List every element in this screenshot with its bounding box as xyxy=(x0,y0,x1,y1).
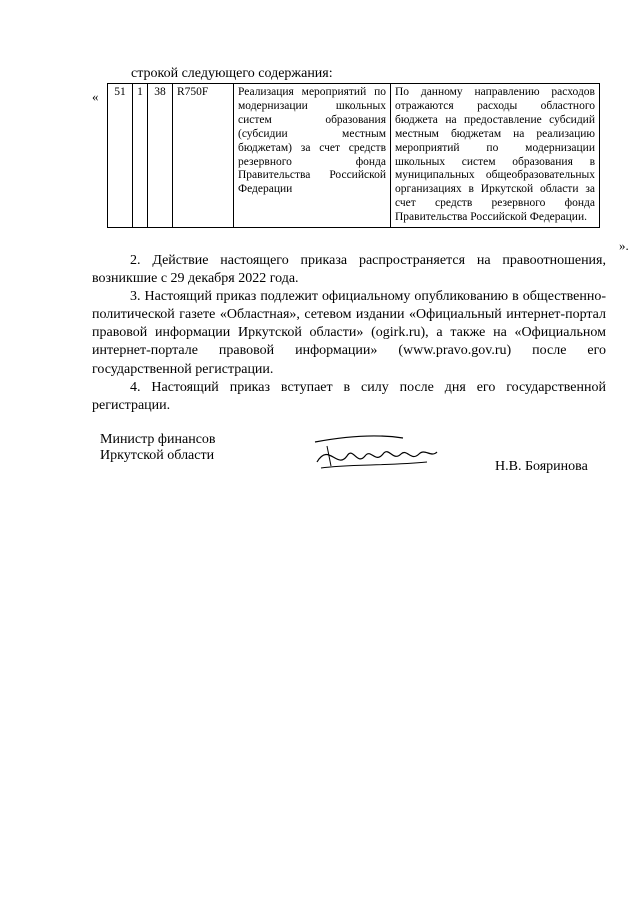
cell-target-code: R750F xyxy=(173,84,234,228)
cell-target-name: Реализация мероприятий по модернизации школьных систем образования (субсидии местным бюджетам) за счет средств резервного фонда Правительства Российской Федерации xyxy=(234,84,391,228)
opening-quote: « xyxy=(92,89,99,104)
paragraph-3: 3. Настоящий приказ подлежит официальному опубликованию в общественно-политической газете «Областная», сетевом издании «Официальный интернет-портал правовой информации Иркутской области» (ogirk.ru), а также на «Официальном интернет-портале правовой информации» (www.pravo.gov.ru) после его государственной регистрации. xyxy=(92,289,606,377)
position-line-2: Иркутской области xyxy=(100,448,215,463)
signatory-name: Н.В. Бояринова xyxy=(495,459,588,474)
cell-code-part-1: 51 xyxy=(108,84,133,228)
cell-target-description: По данному направлению расходов отражаются расходы областного бюджета на предоставление субсидий местным бюджетам на реализацию мероприятий по модернизации школьных систем образования в муниципальных общеобразовательных организациях в Иркутской области за счет средств резервного фонда Правительства Российской Федерации. xyxy=(391,84,600,228)
order-body xyxy=(92,252,606,415)
cell-code-part-3: 38 xyxy=(148,84,173,228)
closing-quote: ». xyxy=(619,238,629,253)
handwritten-signature xyxy=(307,432,447,476)
cell-code-part-2: 1 xyxy=(133,84,148,228)
paragraph-4: 4. Настоящий приказ вступает в силу после дня его государственной регистрации. xyxy=(92,379,606,413)
amendment-table xyxy=(107,83,600,228)
intro-line: строкой следующего содержания: xyxy=(131,66,333,81)
paragraph-2: 2. Действие настоящего приказа распространяется на правоотношения, возникшие с 29 декабря 2022 года. xyxy=(92,253,606,287)
signatory-position xyxy=(100,432,216,464)
position-line-1: Министр финансов xyxy=(100,432,216,447)
table-row xyxy=(108,84,600,228)
